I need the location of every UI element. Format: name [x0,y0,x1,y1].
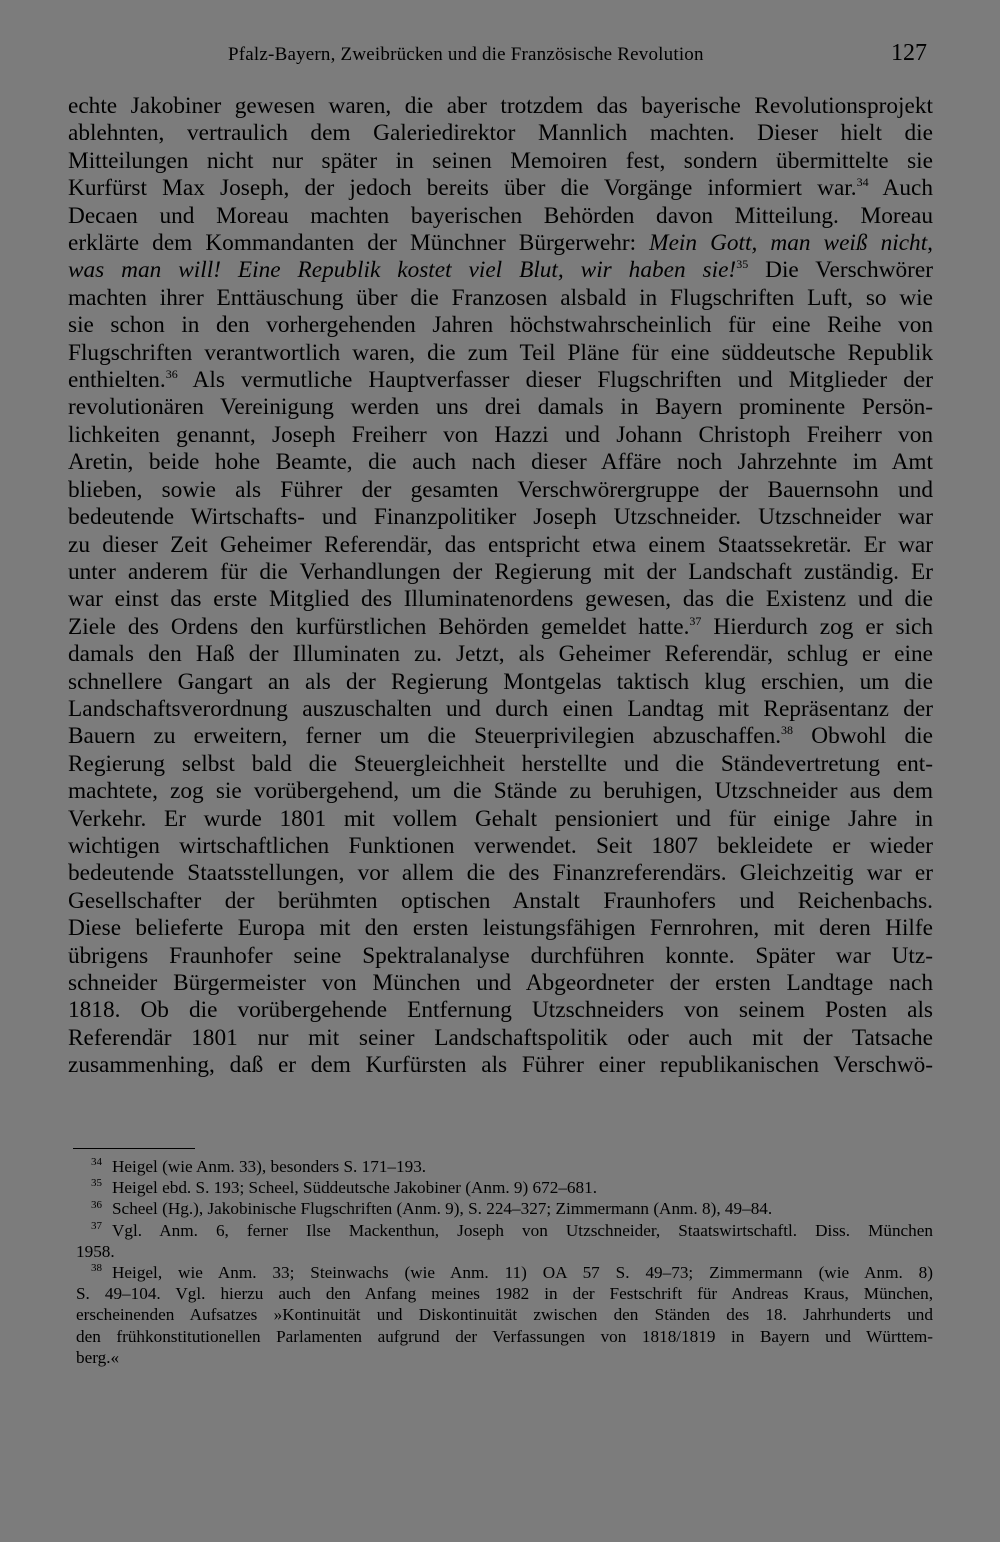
footnote-number: 35 [91,1177,102,1190]
text-line: 1818. Ob die vorübergehende Entfernung Utzschneiders von seinem Posten als [68,997,933,1024]
text-line: was man will! Eine Republik kostet viel Blut, wir haben sie!$^{35}$ Die Verschwörer [68,257,933,284]
text-line: machtete, zog sie vorübergehend, um die Stände zu beruhigen, Utzschneider aus dem [68,778,933,805]
text-line: lichkeiten genannt, Joseph Freiherr von Hazzi und Johann Christoph Freiherr von [68,421,933,448]
text-line: zu dieser Zeit Geheimer Referendär, das entspricht etwa einem Staatssekretär. Er war [68,531,933,558]
text-line: ablehnten, vertraulich dem Galeriedirektor Mannlich machten. Dieser hielt die [68,120,933,147]
text-line: enthielten.$^{36}$ Als vermutliche Hauptverfasser dieser Flugschriften und Mitglieder der [68,367,933,394]
footnote-ref: 38 [781,723,794,738]
text-line: revolutionären Vereinigung werden uns drei damals in Bayern prominente Persön- [68,394,933,421]
text-line: Referendär 1801 nur mit seiner Landschaftspolitik oder auch mit der Tatsache [68,1024,933,1051]
footnote-divider [73,1148,195,1149]
text-line: Regierung selbst bald die Steuergleichheit herstellte und die Ständevertretung ent- [68,750,933,777]
text-line: bedeutende Wirtschafts- und Finanzpolitiker Joseph Utzschneider. Utzschneider war [68,504,933,531]
footnote-37 [76,1220,933,1262]
footnote-text: 1958. [76,1241,115,1261]
footnote-text: S. 49–104. Vgl. hierzu auch den Anfang meines 1982 in der Festschrift für Andreas Kraus, München, [76,1284,933,1304]
text-line: echte Jakobiner gewesen waren, die aber trotzdem das bayerische Revolutionsprojekt [68,93,933,119]
text-line: Mitteilungen nicht nur später in seinen Memoiren fest, sondern übermittelte sie [68,147,933,174]
footnote-text: Scheel (Hg.), Jakobinische Flugschriften (Anm. 9), S. 224–327; Zimmermann (Anm. 8), 49–84. [112,1199,773,1219]
footnote-number: 34 [91,1156,102,1169]
text-line: sie schon in den vorhergehenden Jahren höchstwahrscheinlich für eine Reihe von [68,312,933,339]
footnote-number: 38 [91,1262,102,1275]
footnote-number: 37 [91,1219,102,1232]
footnote-ref: 37 [689,613,702,628]
footnote-text: berg.« [76,1347,120,1367]
text-line: Verkehr. Er wurde 1801 mit vollem Gehalt pensioniert und für einige Jahre in [68,805,933,832]
footnote-text: erscheinenden Aufsatzes »Kontinuität und Diskontinuität zwischen den Ständen des 18. Jahrhunderts und [76,1305,933,1325]
text-line: war einst das erste Mitglied des Illuminatenordens gewesen, das die Existenz und die [68,586,933,613]
footnote-35 [76,1177,933,1198]
text-line: Flugschriften verantwortlich waren, die zum Teil Pläne für eine süddeutsche Republik [68,339,933,366]
quote-italic: Mein Gott, man weiß nicht, [649,230,933,257]
text-line: Ziele des Ordens den kurfürstlichen Behörden gemeldet hatte.$^{37}$ Hierdurch zog er sich [68,613,933,640]
text-line: damals den Haß der Illuminaten zu. Jetzt, als Geheimer Referendär, schlug er eine [68,641,933,668]
text-line: Gesellschafter der berühmten optischen Anstalt Fraunhofers und Reichenbachs. [68,887,933,914]
footnote-ref: 34 [856,175,869,190]
footnote-text: den frühkonstitutionellen Parlamenten aufgrund der Verfassungen von 1818/1819 in Bayern und Württem- [76,1326,933,1346]
running-head [68,40,933,70]
quote-italic: was man will! Eine Republik kostet viel Blut, wir haben sie! [68,257,737,284]
text-line: schnellere Gangart an als der Regierung Montgelas taktisch klug erschien, um die [68,668,933,695]
text-line: schneider Bürgermeister von München und Abgeordneter der ersten Landtage nach [68,970,933,996]
footnote-text: Vgl. Anm. 6, ferner Ilse Mackenthun, Joseph von Utzschneider, Staatswirtschaftl. Diss. München [112,1220,933,1240]
footnote-38 [76,1262,933,1368]
main-text [68,93,933,1080]
text-line: bedeutende Staatsstellungen, vor allem die des Finanzreferendärs. Gleichzeitig war er [68,860,933,887]
text-line: Landschaftsverordnung auszuschalten und durch einen Landtag mit Repräsentanz der [68,695,933,722]
footnote-text: Heigel (wie Anm. 33), besonders S. 171–193. [112,1157,427,1176]
page-number: 127 [891,40,927,66]
text-line: machten ihrer Enttäuschung über die Franzosen alsbald in Flugschriften Luft, so wie [68,284,933,311]
footnote-34 [76,1156,933,1177]
text-line: Bauern zu erweitern, ferner um die Steuerprivilegien abzuschaffen.$^{38}$ Obwohl die [68,723,933,750]
footnote-text: Heigel, wie Anm. 33; Steinwachs (wie Anm. 11) OA 57 S. 49–73; Zimmermann (wie Anm. 8) [112,1263,933,1283]
text-line: unter anderem für die Verhandlungen der Regierung mit der Landschaft zuständig. Er [68,558,933,585]
footnote-text: Heigel ebd. S. 193; Scheel, Süddeutsche Jakobiner (Anm. 9) 672–681. [112,1178,597,1198]
footnotes [76,1156,933,1368]
footnote-number: 36 [91,1198,102,1211]
footnote-36 [76,1198,933,1219]
running-title: Pfalz-Bayern, Zweibrücken und die Französische Revolution [228,44,704,65]
text-line: Decaen und Moreau machten bayerischen Behörden davon Mitteilung. Moreau [68,202,933,229]
text-line: Aretin, beide hohe Beamte, die auch nach dieser Affäre noch Jahrzehnte im Amt [68,449,933,476]
footnote-ref: 36 [165,367,178,382]
text-line: Kurfürst Max Joseph, der jedoch bereits über die Vorgänge informiert war.$^{34}$ Auch [68,175,933,202]
text-line: erklärte dem Kommandanten der Münchner Bürgerwehr: Mein Gott, man weiß nicht, [68,230,933,257]
text-line: zusammenhing, daß er dem Kurfürsten als Führer einer republikanischen Verschwö- [68,1052,933,1079]
text-line: wichtigen wirtschaftlichen Funktionen verwendet. Seit 1807 bekleidete er wieder [68,832,933,859]
text-line: Diese belieferte Europa mit den ersten leistungsfähigen Fernrohren, mit deren Hilfe [68,915,933,942]
text-line: übrigens Fraunhofer seine Spektralanalyse durchführen konnte. Später war Utz- [68,942,933,969]
text-line: blieben, sowie als Führer der gesamten Verschwörergruppe der Bauernsohn und [68,476,933,503]
footnote-ref: 35 [736,257,749,272]
